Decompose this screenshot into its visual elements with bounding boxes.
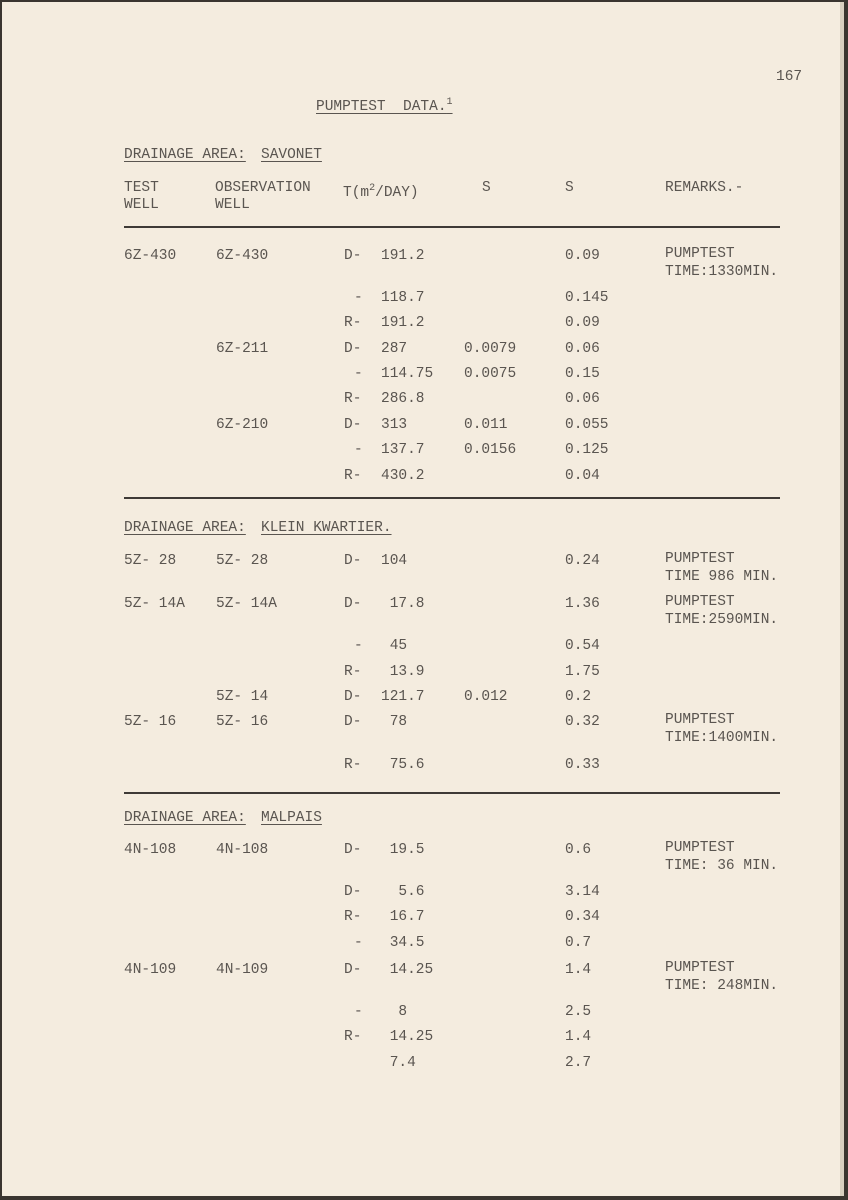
drawdown-s: 1.4 — [565, 1029, 592, 1045]
measurement-type: - — [354, 935, 363, 951]
measurement-type: D- — [344, 689, 362, 705]
header-sup: 2 — [369, 183, 376, 194]
drawdown-s: 0.32 — [565, 714, 600, 730]
measurement-type: - — [354, 366, 363, 382]
observation-well: 5Z- 14 — [216, 689, 269, 705]
drawdown-s: 0.04 — [565, 468, 600, 484]
drawdown-s: 1.4 — [565, 962, 592, 978]
measurement-type: - — [354, 1004, 363, 1020]
drawdown-s: 1.75 — [565, 664, 600, 680]
section-name: SAVONET — [261, 147, 322, 163]
drawdown-s: 0.09 — [565, 315, 600, 331]
transmissivity: 17.8 — [381, 596, 425, 612]
drawdown-s: 0.09 — [565, 248, 600, 264]
drawdown-s: 0.54 — [565, 638, 600, 654]
storage-coefficient: 0.0156 — [464, 442, 517, 458]
measurement-type: D- — [344, 553, 362, 569]
observation-well: 5Z- 14A — [216, 596, 277, 612]
header-s2: S — [565, 180, 574, 196]
transmissivity: 137.7 — [381, 442, 425, 458]
transmissivity: 34.5 — [381, 935, 425, 951]
measurement-type: D- — [344, 842, 362, 858]
storage-coefficient: 0.012 — [464, 689, 508, 705]
transmissivity: 121.7 — [381, 689, 425, 705]
transmissivity: 19.5 — [381, 842, 425, 858]
header-remarks: REMARKS.- — [665, 180, 744, 196]
section-label: DRAINAGE AREA: — [124, 147, 246, 163]
drawdown-s: 2.7 — [565, 1055, 592, 1071]
transmissivity: 14.25 — [381, 962, 434, 978]
transmissivity: 430.2 — [381, 468, 425, 484]
test-well: 6Z-430 — [124, 248, 177, 264]
test-well: 5Z- 14A — [124, 596, 185, 612]
header-line: OBSERVATION — [215, 180, 311, 196]
measurement-type: D- — [344, 417, 362, 433]
transmissivity: 7.4 — [381, 1055, 416, 1071]
section-label: DRAINAGE AREA: — [124, 810, 246, 826]
remark-line: PUMPTEST — [665, 840, 735, 856]
drawdown-s: 0.6 — [565, 842, 592, 858]
transmissivity: 286.8 — [381, 391, 425, 407]
transmissivity: 313 — [381, 417, 408, 433]
transmissivity: 287 — [381, 341, 408, 357]
storage-coefficient: 0.0079 — [464, 341, 517, 357]
measurement-type: R- — [344, 757, 362, 773]
observation-well: 6Z-210 — [216, 417, 269, 433]
drawdown-s: 2.5 — [565, 1004, 592, 1020]
test-well: 4N-109 — [124, 962, 177, 978]
transmissivity: 45 — [381, 638, 408, 654]
header-s1: S — [482, 180, 491, 196]
remark-line: TIME:1330MIN. — [665, 264, 779, 280]
transmissivity: 78 — [381, 714, 408, 730]
measurement-type: - — [354, 290, 363, 306]
remark-line: PUMPTEST — [665, 594, 735, 610]
drawdown-s: 0.125 — [565, 442, 609, 458]
measurement-type: R- — [344, 664, 362, 680]
measurement-type: D- — [344, 596, 362, 612]
transmissivity: 118.7 — [381, 290, 425, 306]
drawdown-s: 0.06 — [565, 341, 600, 357]
transmissivity: 75.6 — [381, 757, 425, 773]
measurement-type: D- — [344, 341, 362, 357]
remark-line: TIME:1400MIN. — [665, 730, 779, 746]
drawdown-s: 0.34 — [565, 909, 600, 925]
page-number: 167 — [776, 69, 803, 85]
transmissivity: 13.9 — [381, 664, 425, 680]
section-label: DRAINAGE AREA: — [124, 520, 246, 536]
observation-well: 6Z-430 — [216, 248, 269, 264]
storage-coefficient: 0.0075 — [464, 366, 517, 382]
measurement-type: D- — [344, 962, 362, 978]
test-well: 4N-108 — [124, 842, 177, 858]
drawdown-s: 1.36 — [565, 596, 600, 612]
observation-well: 5Z- 28 — [216, 553, 269, 569]
remark-line: TIME:2590MIN. — [665, 612, 779, 628]
header-observation-well — [215, 180, 311, 214]
measurement-type: D- — [344, 884, 362, 900]
drawdown-s: 0.055 — [565, 417, 609, 433]
drawdown-s: 0.145 — [565, 290, 609, 306]
transmissivity: 104 — [381, 553, 408, 569]
section-name: KLEIN KWARTIER. — [261, 520, 392, 536]
remark-line: TIME: 248MIN. — [665, 978, 779, 994]
footnote-mark: 1 — [446, 97, 453, 108]
drawdown-s: 0.06 — [565, 391, 600, 407]
remark-line: TIME: 36 MIN. — [665, 858, 779, 874]
drawdown-s: 0.7 — [565, 935, 592, 951]
drawdown-s: 0.2 — [565, 689, 592, 705]
measurement-type: D- — [344, 248, 362, 264]
storage-coefficient: 0.011 — [464, 417, 508, 433]
drawdown-s: 0.15 — [565, 366, 600, 382]
measurement-type: R- — [344, 315, 362, 331]
header-line: TEST — [124, 180, 159, 196]
transmissivity: 16.7 — [381, 909, 425, 925]
drawdown-s: 0.33 — [565, 757, 600, 773]
remark-line: PUMPTEST — [665, 246, 735, 262]
section-name: MALPAIS — [261, 810, 322, 826]
measurement-type: D- — [344, 714, 362, 730]
measurement-type: R- — [344, 909, 362, 925]
header-transmissivity — [343, 180, 419, 202]
remark-line: PUMPTEST — [665, 960, 735, 976]
test-well: 5Z- 16 — [124, 714, 177, 730]
header-line: WELL — [124, 197, 159, 213]
transmissivity: 114.75 — [381, 366, 434, 382]
measurement-type: R- — [344, 1029, 362, 1045]
header-part: /DAY) — [375, 184, 419, 201]
transmissivity: 8 — [381, 1004, 408, 1020]
header-part: T(m — [343, 184, 370, 201]
transmissivity: 5.6 — [381, 884, 425, 900]
measurement-type: R- — [344, 468, 362, 484]
observation-well: 4N-109 — [216, 962, 269, 978]
transmissivity: 191.2 — [381, 315, 425, 331]
remark-line: PUMPTEST — [665, 712, 735, 728]
measurement-type: - — [354, 638, 363, 654]
header-line: WELL — [215, 197, 250, 213]
remark-line: TIME 986 MIN. — [665, 569, 779, 585]
observation-well: 4N-108 — [216, 842, 269, 858]
page-title — [316, 94, 453, 116]
test-well: 5Z- 28 — [124, 553, 177, 569]
divider — [124, 226, 780, 228]
document-page — [2, 2, 844, 1196]
drawdown-s: 3.14 — [565, 884, 600, 900]
observation-well: 5Z- 16 — [216, 714, 269, 730]
measurement-type: - — [354, 442, 363, 458]
transmissivity: 191.2 — [381, 248, 425, 264]
transmissivity: 14.25 — [381, 1029, 434, 1045]
divider — [124, 792, 780, 794]
divider — [124, 497, 780, 499]
header-test-well — [124, 180, 159, 214]
measurement-type: R- — [344, 391, 362, 407]
observation-well: 6Z-211 — [216, 341, 269, 357]
drawdown-s: 0.24 — [565, 553, 600, 569]
title-text: PUMPTEST DATA. — [316, 98, 447, 115]
remark-line: PUMPTEST — [665, 551, 735, 567]
